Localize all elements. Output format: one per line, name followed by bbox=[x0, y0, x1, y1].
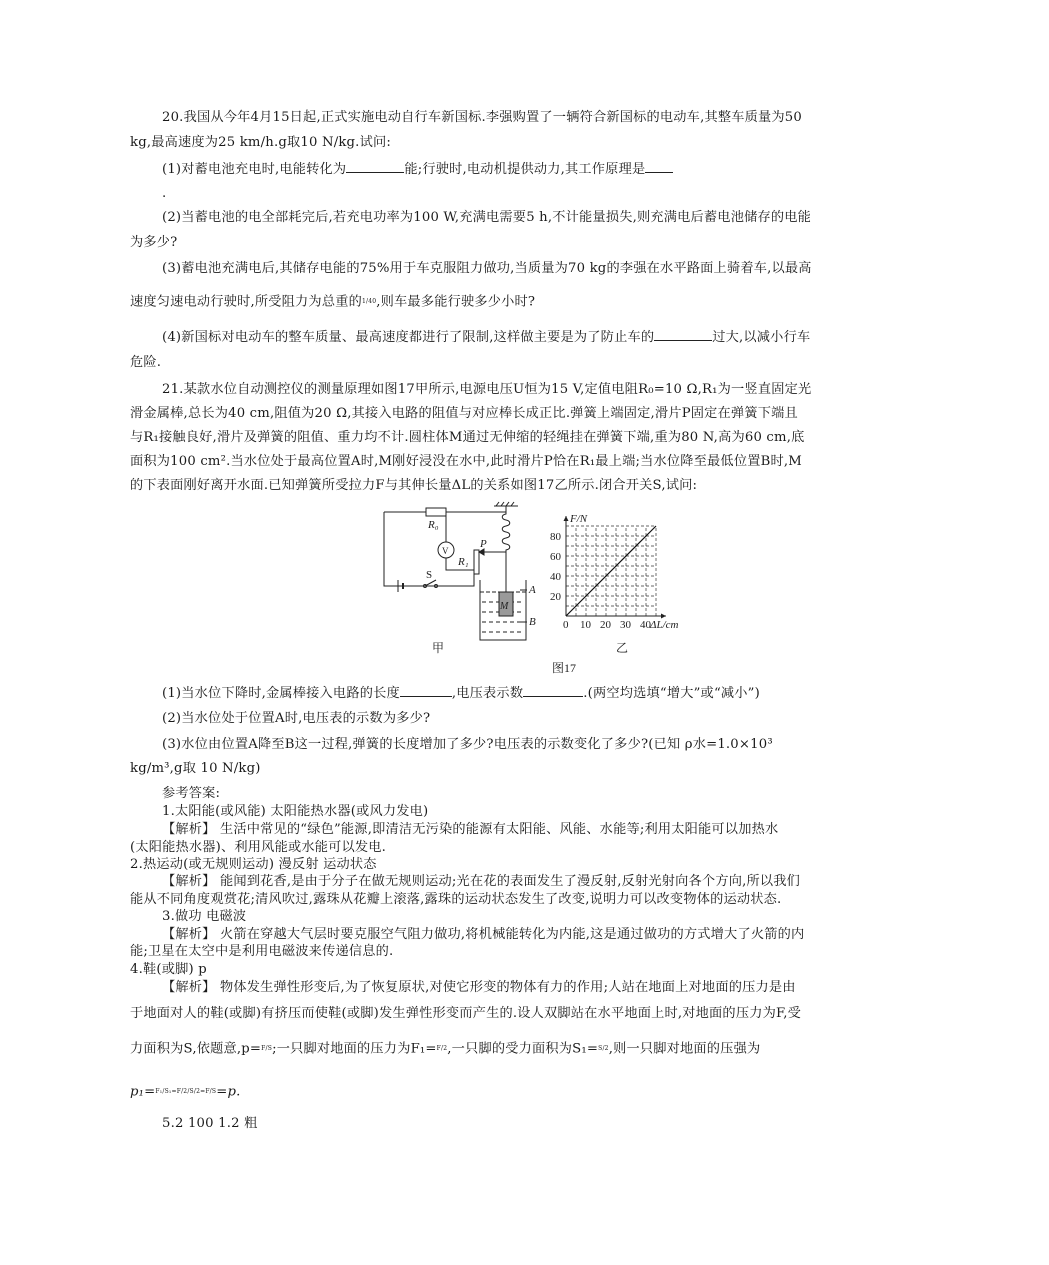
answer-1: 1.太阳能(或风能) 太阳能热水器(或风力发电) bbox=[162, 804, 429, 819]
answer-3-explanation-line2: 能;卫星在太空中是利用电磁波来传递信息的. bbox=[130, 944, 394, 959]
answer-3: 3.做功 电磁波 bbox=[162, 909, 247, 924]
q21-line5: 的下表面刚好离开水面.已知弹簧所受拉力F与其伸长量ΔL的关系如图17乙所示.闭合开关S,试问: bbox=[130, 478, 698, 493]
answer-3-explanation-line1: 【解析】 火箭在穿越大气层时要克服空气阻力做功,将机械能转化为内能,这是通过做功的方式增大了火箭的内 bbox=[162, 927, 805, 942]
x-tick-label: 30 bbox=[620, 619, 631, 631]
x-axis-label: ΔL/cm bbox=[650, 619, 679, 631]
q20-part3-line1: (3)蓄电池充满电后,其储存电能的75%用于车克服阻力做功,当质量为70 kg的李强在水平路面上骑着车,以最高 bbox=[162, 261, 812, 276]
circuit-diagram bbox=[384, 502, 527, 640]
q20-part3-text-b: 速度匀速电动行驶时,所受阻力为总重的 bbox=[130, 294, 362, 310]
q21-part2: (2)当水位处于位置A时,电压表的示数为多少? bbox=[162, 711, 431, 726]
q20-part2-line1: (2)当蓄电池的电全部耗完后,若充电功率为100 W,充满电需要5 h,不计能量损失,则充满电后蓄电池储存的电能 bbox=[162, 210, 812, 225]
label-r0: R₀ bbox=[428, 519, 439, 531]
a4-fraction-3: S/2 bbox=[598, 1045, 609, 1052]
figure-caption: 图17 bbox=[552, 661, 577, 675]
answer-5: 5.2 100 1.2 粗 bbox=[162, 1116, 258, 1131]
q21-part1-text-a: (1)当水位下降时,金属棒接入电路的长度 bbox=[162, 686, 400, 701]
x-tick-label: 40 bbox=[640, 619, 651, 631]
y-axis-arrow bbox=[564, 516, 569, 521]
q20-intro-line1: 20.我国从今年4月15日起,正式实施电动自行车新国标.李强购置了一辆符合新国标的电动车,其整车质量为50 bbox=[162, 110, 802, 125]
label-p: P bbox=[480, 538, 487, 550]
q20-part1-blank2[interactable] bbox=[645, 160, 673, 173]
label-v: V bbox=[442, 546, 449, 556]
q21-part3-line1: (3)水位由位置A降至B这一过程,弹簧的长度增加了多少?电压表的示数变化了多少?(已知 ρ水=1.0×10³ bbox=[162, 737, 773, 752]
answer-2-explanation-line2: 能从不同角度观赏花;清风吹过,露珠从花瓣上滚落,露珠的运动状态发生了改变,说明力可以改变物体的运动状态. bbox=[130, 892, 782, 907]
q21-line4: 面积为100 cm².当水位处于最高位置A时,M刚好浸没在水中,此时滑片P恰在R₁最上端;当水位降至最低位置B时,M bbox=[130, 454, 802, 469]
x-tick-label: 0 bbox=[563, 619, 569, 631]
q20-part4-text-a: (4)新国标对电动车的整车质量、最高速度都进行了限制,这样做主要是为了防止车的 bbox=[162, 330, 655, 345]
answer-4-explanation-line2: 于地面对人的鞋(或脚)有挤压而使鞋(或脚)发生弹性形变而产生的.设人双脚站在水平地面上时,对地面的压力为F,受 bbox=[130, 1006, 802, 1021]
answer-4-explanation-line3 bbox=[130, 1040, 760, 1059]
answer-4-explanation-line1: 【解析】 物体发生弹性形变后,为了恢复原状,对使它形变的物体有力的作用;人站在地面上对地面的压力是由 bbox=[162, 980, 796, 995]
q20-part4-line2: 危险. bbox=[130, 355, 162, 370]
label-b: B bbox=[529, 616, 536, 628]
q20-part4-line1 bbox=[162, 328, 810, 347]
q20-part4-blank[interactable] bbox=[654, 328, 712, 341]
label-s: S bbox=[426, 569, 433, 581]
a4-fraction-4: F₁/S₁=F/2/S/2=F/S bbox=[155, 1088, 217, 1095]
q21-part1-text-b: ,电压表示数 bbox=[451, 686, 524, 701]
resistor-r1-rod bbox=[474, 550, 479, 574]
q20-part4-text-b: 过大,以减小行车 bbox=[712, 330, 811, 345]
answer-2-explanation-line1: 【解析】 能闻到花香,是由于分子在做无规则运动;光在花的表面发生了漫反射,反射光射向各个方向,所以我们 bbox=[162, 874, 801, 889]
label-m: M bbox=[500, 601, 509, 612]
x-axis-arrow bbox=[661, 614, 666, 619]
q21-line2: 滑金属棒,总长为40 cm,阻值为20 Ω,其接入电路的阻值与对应棒长成正比.弹簧上端固定,滑片P固定在弹簧下端且 bbox=[130, 406, 798, 421]
spring bbox=[502, 506, 510, 556]
q21-part1-blank1[interactable] bbox=[400, 684, 452, 697]
answer-4: 4.鞋(或脚) p bbox=[130, 962, 207, 977]
q20-part1-text-b: 能;行驶时,电动机提供动力,其工作原理是 bbox=[404, 162, 646, 177]
resistor-r0 bbox=[426, 508, 446, 516]
y-tick-label: 20 bbox=[550, 591, 561, 603]
q20-part3-text-c: ,则车最多能行驶多少小时? bbox=[376, 294, 536, 310]
x-tick-label: 20 bbox=[600, 619, 611, 631]
a4-text-a: 力面积为S,依题意,p= bbox=[130, 1041, 262, 1057]
q21-part1-blank2[interactable] bbox=[523, 684, 583, 697]
q21-line1: 21.某款水位自动测控仪的测量原理如图17甲所示,电源电压U恒为15 V,定值电阻R₀=10 Ω,R₁为一竖直固定光 bbox=[162, 382, 812, 397]
answers-header: 参考答案: bbox=[162, 786, 221, 801]
y-axis-label: F/N bbox=[570, 513, 588, 525]
a4-text-end: =p. bbox=[216, 1084, 241, 1100]
q21-part3-line2: kg/m³,g取 10 N/kg) bbox=[130, 761, 261, 776]
y-tick-label: 80 bbox=[550, 531, 561, 543]
figure-17 bbox=[370, 500, 710, 685]
q20-part1-text-a: (1)对蓄电池充电时,电能转化为 bbox=[162, 162, 347, 177]
label-yi: 乙 bbox=[616, 641, 629, 655]
answer-1-explanation-line2: (太阳能热水器)、利用风能或水能可以发电. bbox=[130, 840, 387, 855]
a4-fraction-1: F/S bbox=[261, 1045, 273, 1052]
q20-intro-line2: kg,最高速度为25 km/h.g取10 N/kg.试问: bbox=[130, 135, 391, 150]
a4-text-d: ,则一只脚对地面的压强为 bbox=[608, 1041, 761, 1057]
label-a: A bbox=[529, 584, 536, 596]
q20-part1-period: . bbox=[162, 186, 167, 201]
answer-4-explanation-line4 bbox=[130, 1083, 241, 1102]
q20-part3-line2 bbox=[130, 293, 535, 312]
y-tick-label: 60 bbox=[550, 551, 561, 563]
q21-line3: 与R₁接触良好,滑片及弹簧的阻值、重力均不计.圆柱体M通过无伸缩的轻绳挂在弹簧下端,重为80 N,高为60 cm,底 bbox=[130, 430, 805, 445]
q20-part1-blank1[interactable] bbox=[346, 160, 404, 173]
q20-part3-fraction: 1/40 bbox=[361, 298, 377, 305]
force-extension-chart bbox=[550, 513, 679, 631]
answer-2: 2.热运动(或无规则运动) 漫反射 运动状态 bbox=[130, 857, 377, 872]
label-jia: 甲 bbox=[432, 641, 445, 655]
q20-part2-line2: 为多少? bbox=[130, 235, 178, 250]
a4-fraction-2: F/2 bbox=[436, 1045, 448, 1052]
series-line bbox=[566, 526, 656, 616]
y-tick-label: 40 bbox=[550, 571, 561, 583]
a4-text-c: ,一只脚的受力面积为S₁= bbox=[447, 1041, 599, 1057]
q21-part1-text-c: .(两空均选填“增大”或“减小”) bbox=[583, 686, 760, 701]
a4-text-p1: p₁= bbox=[130, 1084, 156, 1100]
x-tick-label: 10 bbox=[580, 619, 591, 631]
label-r1: R₁ bbox=[458, 556, 469, 568]
q20-part1 bbox=[162, 160, 673, 179]
a4-text-b: ;一只脚对地面的压力为F₁= bbox=[272, 1041, 437, 1057]
ceiling-hatch bbox=[496, 502, 499, 506]
q21-part1 bbox=[162, 684, 760, 703]
answer-1-explanation-line1: 【解析】 生活中常见的“绿色”能源,即清洁无污染的能源有太阳能、风能、水能等;利用太阳能可以加热水 bbox=[162, 822, 779, 837]
